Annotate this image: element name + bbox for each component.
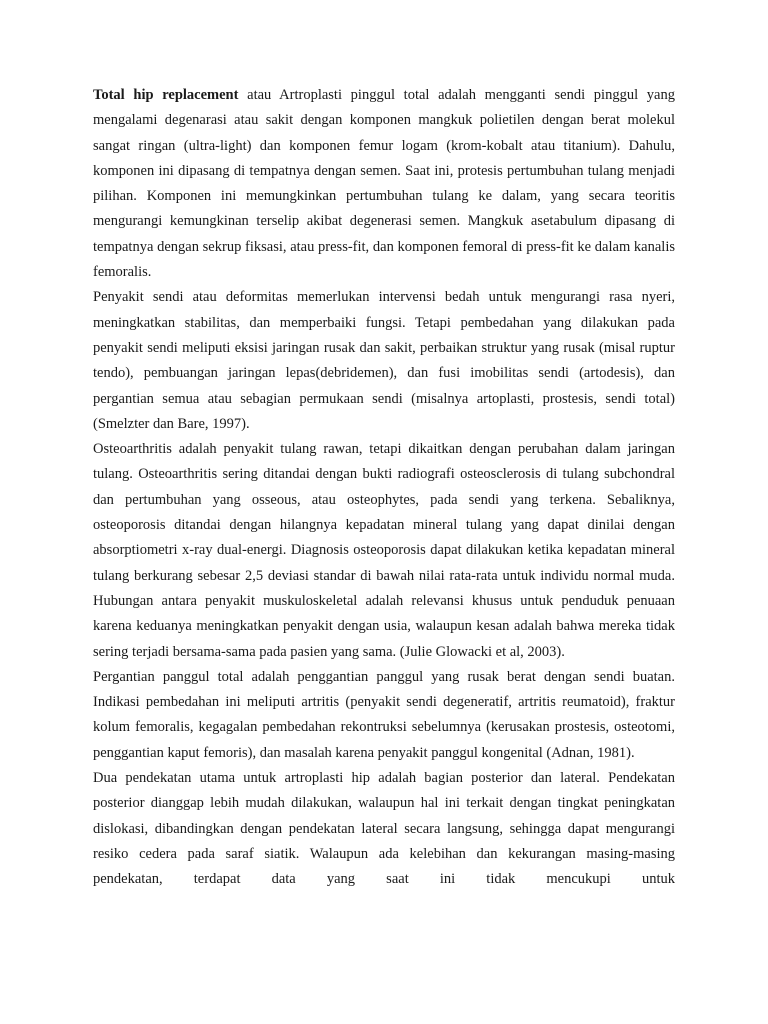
paragraph-penyakit-sendi: Penyakit sendi atau deformitas memerlukan intervensi bedah untuk mengurangi rasa nyeri, meningkatkan stabilitas, dan memperbaiki fungsi. Tetapi pembedahan yang dilakukan pada penyakit sendi meliputi eksisi jaringan rusak dan sakit, perbaikan struktur yang rusak (misal ruptur tendo), pembuangan jaringan lepas(debridemen), dan fusi imobilitas sendi (artodesis), dan pergantian semua atau sebagian permukaan sendi (misalnya artoplasti, prostesis, sendi total) (Smelzter dan Bare, 1997). (93, 289, 675, 432)
paragraph-osteoarthritis: Osteoarthritis adalah penyakit tulang rawan, tetapi dikaitkan dengan perubahan dalam jaringan tulang. Osteoarthritis sering ditandai dengan bukti radiografi osteosclerosis di tulang subchondral dan pertumbuhan yang osseous, atau osteophytes, pada sendi yang terkena. Sebaliknya, osteoporosis ditandai dengan hilangnya kepadatan mineral tulang yang dapat dinilai dengan absorptiometri x-ray dual-energi. Diagnosis osteoporosis dapat dilakukan ketika kepadatan mineral tulang berkurang sebesar 2,5 deviasi standar di bawah nilai rata-rata untuk individu normal muda. Hubungan antara penyakit muskuloskeletal adalah relevansi khusus untuk penduduk penuaan karena keduanya meningkatkan penyakit dengan usia, walaupun kesan adalah bahwa mereka tidak sering terjadi bersama-sama pada pasien yang sama. (Julie Glowacki et al, 2003). (93, 441, 675, 660)
paragraph-dua-pendekatan: Dua pendekatan utama untuk artroplasti hip adalah bagian posterior dan lateral. Pendekatan posterior dianggap lebih mudah dilakukan, walaupun hal ini terkait dengan tingkat peningkatan dislokasi, dibandingkan dengan pendekatan lateral secara langsung, sehingga dapat mengurangi resiko cedera pada saraf siatik. Walaupun ada kelebihan dan kekurangan masing-masing pendekatan, terdapat data yang saat ini tidak mencukupi untuk (93, 770, 675, 888)
paragraph-text: atau Artroplasti pinggul total adalah mengganti sendi pinggul yang mengalami degenarasi atau sakit dengan komponen mangkuk polietilen dengan berat molekul sangat ringan (ultra-light) dan komponen femur logam (krom-kobalt atau titanium). Dahulu, komponen ini dipasang di tempatnya dengan semen. Saat ini, protesis pertumbuhan tulang menjadi pilihan. Komponen ini memungkinkan pertumbuhan tulang ke dalam, yang secara teoritis mengurangi kemungkinan terselip akibat degenerasi semen. Mangkuk asetabulum dipasang di tempatnya dengan sekrup fiksasi, atau press-fit, dan komponen femoral di press-fit ke dalam kanalis femoralis. (93, 87, 675, 281)
paragraph-total-hip-replacement (93, 83, 675, 285)
document-page (93, 83, 675, 893)
paragraph-pergantian-panggul: Pergantian panggul total adalah penggantian panggul yang rusak berat dengan sendi buatan. Indikasi pembedahan ini meliputi artritis (penyakit sendi degeneratif, artritis reumatoid), fraktur kolum femoralis, kegagalan pembedahan rekontruksi sebelumnya (kerusakan prostesis, osteotomi, penggantian kaput femoris), dan masalah karena penyakit panggul kongenital (Adnan, 1981). (93, 668, 675, 761)
term-total-hip-replacement: Total hip replacement (93, 87, 239, 103)
